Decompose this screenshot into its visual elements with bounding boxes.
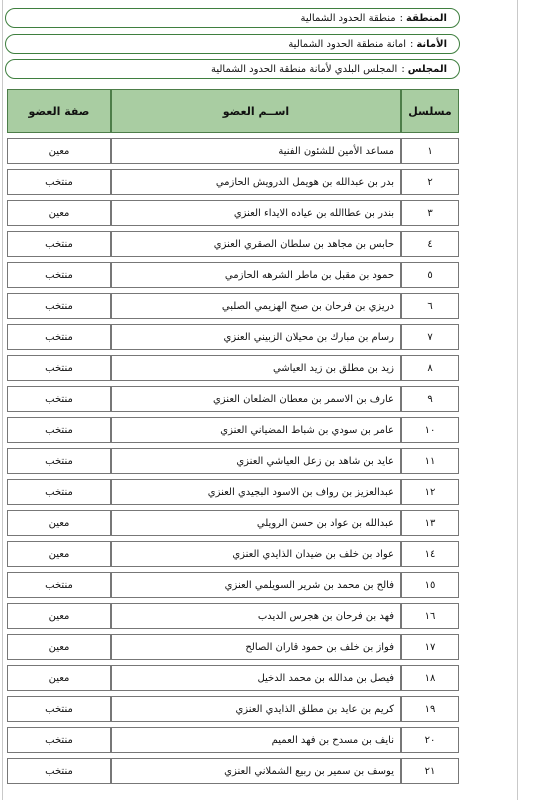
cell-member-name: فواز بن خلف بن حمود قاران الصالح	[111, 634, 401, 660]
table-row	[7, 262, 459, 288]
cell-member-name: فالح بن محمد بن شرير السويلمي العنزي	[111, 572, 401, 598]
table-row	[7, 541, 459, 567]
cell-member-name: عارف بن الاسمر بن معطان الضلعان العنزي	[111, 386, 401, 412]
cell-member-name: زيد بن مطلق بن زيد العياشي	[111, 355, 401, 381]
table-row	[7, 758, 459, 784]
municipality-value: امانة منطقة الحدود الشمالية	[288, 38, 406, 50]
cell-member-role: منتخب	[7, 293, 111, 319]
cell-member-role: منتخب	[7, 386, 111, 412]
cell-member-name: دريزي بن فرحان بن صبح الهزيمي الصلبي	[111, 293, 401, 319]
cell-member-name: بندر بن عطاالله بن عياده الايداء العنزي	[111, 200, 401, 226]
table-row	[7, 479, 459, 505]
cell-serial: ٧	[401, 324, 459, 350]
cell-member-role: معين	[7, 138, 111, 164]
cell-serial: ٩	[401, 386, 459, 412]
region-value: منطقة الحدود الشمالية	[300, 12, 396, 24]
cell-serial: ١٦	[401, 603, 459, 629]
table-row	[7, 169, 459, 195]
cell-member-role: منتخب	[7, 355, 111, 381]
cell-member-name: حابس بن مجاهد بن سلطان الصقري العنزي	[111, 231, 401, 257]
council-bar	[5, 59, 460, 79]
cell-member-name: عايد بن شاهد بن زعل العياشي العنزي	[111, 448, 401, 474]
cell-member-role: معين	[7, 665, 111, 691]
table-row	[7, 417, 459, 443]
cell-member-role: منتخب	[7, 479, 111, 505]
table-row	[7, 324, 459, 350]
cell-member-name: رسام بن مبارك بن محيلان الزبيني العنزي	[111, 324, 401, 350]
cell-member-name: بدر بن عبدالله بن هويمل الدرويش الحازمي	[111, 169, 401, 195]
cell-member-name: يوسف بن سمير بن ربيع الشملاني العنزي	[111, 758, 401, 784]
cell-member-name: كريم بن عايد بن مطلق الذايدي العنزي	[111, 696, 401, 722]
table-row	[7, 696, 459, 722]
cell-member-role: منتخب	[7, 727, 111, 753]
page-border-right	[517, 0, 518, 800]
cell-member-name: فيصل بن مدالله بن محمد الدخيل	[111, 665, 401, 691]
cell-serial: ٥	[401, 262, 459, 288]
cell-member-role: معين	[7, 603, 111, 629]
page-border-left	[2, 0, 3, 800]
table-row	[7, 138, 459, 164]
members-table-body	[7, 138, 459, 784]
cell-member-name: عواد بن خلف بن ضيدان الذايدي العنزي	[111, 541, 401, 567]
cell-serial: ٦	[401, 293, 459, 319]
cell-serial: ١	[401, 138, 459, 164]
cell-member-name: مساعد الأمين للشئون الفنية	[111, 138, 401, 164]
cell-member-role: معين	[7, 510, 111, 536]
cell-member-role: معين	[7, 634, 111, 660]
cell-member-role: معين	[7, 200, 111, 226]
table-row	[7, 293, 459, 319]
table-row	[7, 603, 459, 629]
cell-serial: ٤	[401, 231, 459, 257]
cell-member-name: فهد بن فرحان بن هجرس الديدب	[111, 603, 401, 629]
column-header-name: اســم العضو	[111, 89, 401, 133]
cell-serial: ١١	[401, 448, 459, 474]
cell-member-role: منتخب	[7, 231, 111, 257]
cell-member-role: منتخب	[7, 696, 111, 722]
cell-member-name: حمود بن مقبل بن ماطر الشرهه الحازمي	[111, 262, 401, 288]
members-table	[7, 84, 459, 789]
cell-serial: ٢١	[401, 758, 459, 784]
municipality-colon: :	[409, 38, 414, 50]
cell-member-role: منتخب	[7, 572, 111, 598]
table-row	[7, 572, 459, 598]
council-colon: :	[401, 63, 405, 75]
table-row	[7, 231, 459, 257]
region-colon: :	[399, 12, 404, 24]
column-header-serial: مسلسل	[401, 89, 459, 133]
cell-member-name: نايف بن مسدح بن فهد العميم	[111, 727, 401, 753]
council-label: المجلس	[407, 63, 447, 75]
cell-serial: ١٤	[401, 541, 459, 567]
council-value: المجلس البلدي لأمانة منطقة الحدود الشمالية	[211, 63, 398, 75]
cell-member-name: عبدالله بن عواد بن حسن الرويلي	[111, 510, 401, 536]
table-row	[7, 727, 459, 753]
cell-serial: ٣	[401, 200, 459, 226]
region-bar	[5, 8, 460, 28]
region-label: المنطقة	[406, 12, 447, 24]
cell-serial: ٨	[401, 355, 459, 381]
cell-member-role: منتخب	[7, 758, 111, 784]
cell-serial: ١٨	[401, 665, 459, 691]
cell-serial: ١٢	[401, 479, 459, 505]
cell-member-role: منتخب	[7, 262, 111, 288]
cell-member-role: منتخب	[7, 169, 111, 195]
table-header-row	[7, 89, 459, 133]
cell-member-role: منتخب	[7, 417, 111, 443]
cell-serial: ٢٠	[401, 727, 459, 753]
cell-serial: ١٠	[401, 417, 459, 443]
cell-member-name: عامر بن سودي بن شباط المضياني العنزي	[111, 417, 401, 443]
municipality-label: الأمانة	[416, 38, 447, 50]
cell-member-role: منتخب	[7, 324, 111, 350]
cell-serial: ١٩	[401, 696, 459, 722]
table-row	[7, 510, 459, 536]
municipality-bar	[5, 34, 460, 54]
cell-serial: ١٣	[401, 510, 459, 536]
cell-member-role: منتخب	[7, 448, 111, 474]
cell-serial: ١٥	[401, 572, 459, 598]
table-row	[7, 200, 459, 226]
table-row	[7, 386, 459, 412]
table-row	[7, 355, 459, 381]
cell-serial: ١٧	[401, 634, 459, 660]
cell-serial: ٢	[401, 169, 459, 195]
table-row	[7, 634, 459, 660]
cell-member-name: عبدالعزيز بن رواف بن الاسود البجيدي العنزي	[111, 479, 401, 505]
column-header-role: صفة العضو	[7, 89, 111, 133]
table-row	[7, 665, 459, 691]
table-row	[7, 448, 459, 474]
cell-member-role: معين	[7, 541, 111, 567]
